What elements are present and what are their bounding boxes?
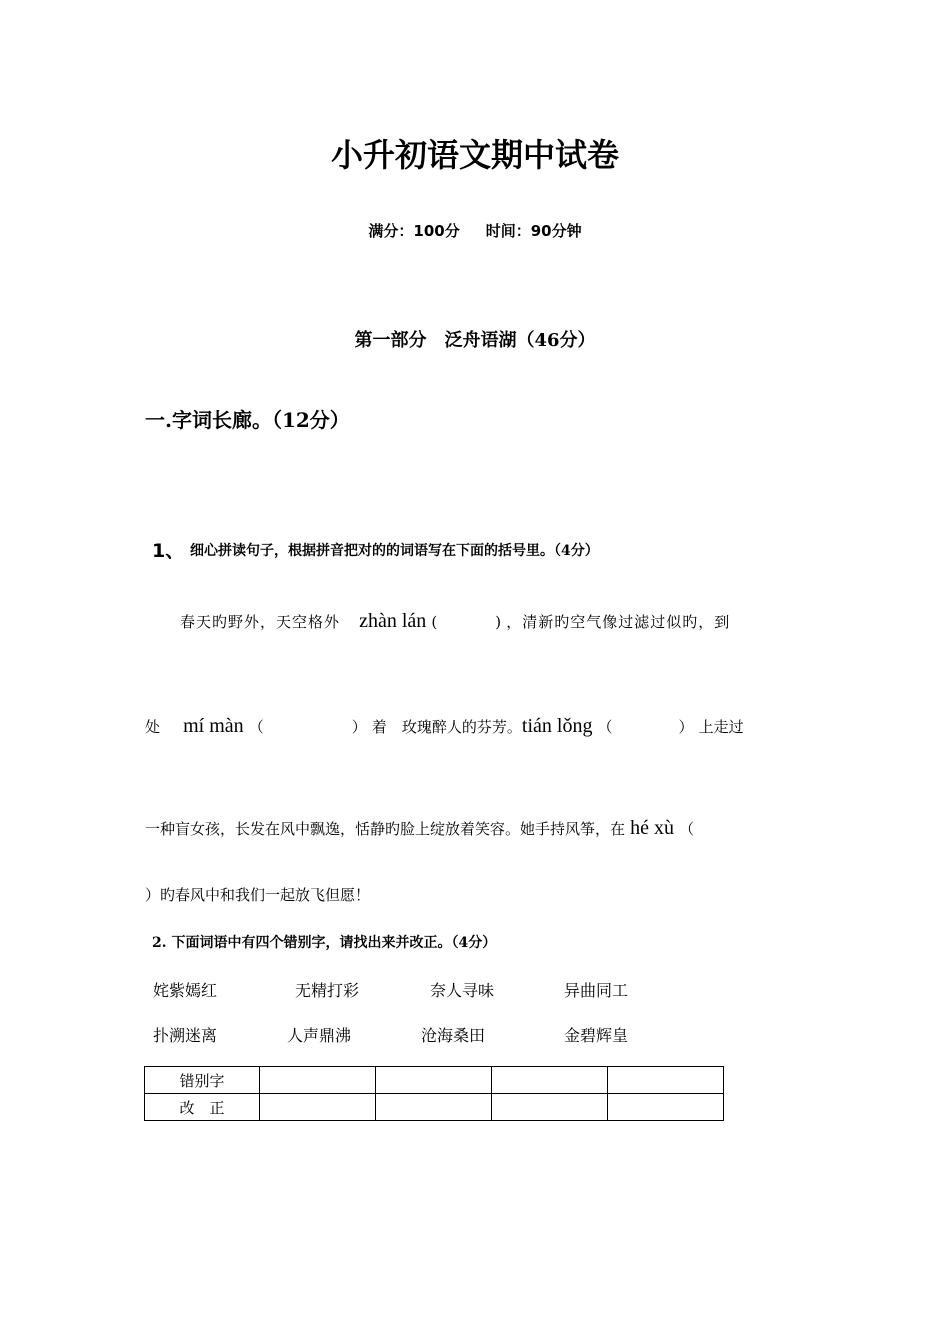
answer-cell[interactable] xyxy=(376,1067,492,1094)
answer-cell[interactable] xyxy=(260,1094,376,1121)
full-score: 满分：100分 xyxy=(368,222,460,240)
row-label-typo: 错别字 xyxy=(145,1067,260,1094)
answer-blank-open: ( xyxy=(431,613,438,631)
answer-cell[interactable] xyxy=(492,1067,608,1094)
passage-line-1 xyxy=(180,610,730,633)
answer-blank-close: ） xyxy=(351,718,367,736)
passage-line-2 xyxy=(145,715,744,738)
answer-cell[interactable] xyxy=(376,1094,492,1121)
word-item: 沧海桑田 xyxy=(421,1026,486,1045)
answer-blank-open: （ xyxy=(597,718,613,736)
pinyin-tianlong: tián lǒng xyxy=(521,715,593,737)
answer-blank-open: （ xyxy=(679,820,695,838)
word-item: 姹紫嫣红 xyxy=(153,981,218,1000)
answer-blank-close: ) xyxy=(495,613,502,631)
passage-text: 处 xyxy=(145,718,161,736)
table-row xyxy=(145,1094,724,1121)
word-item: 无精打彩 xyxy=(295,981,360,1000)
answer-cell[interactable] xyxy=(608,1094,724,1121)
answer-cell[interactable] xyxy=(260,1067,376,1094)
passage-text: 着 玫瑰醉人的芬芳。 xyxy=(371,718,522,736)
word-item: 人声鼎沸 xyxy=(287,1026,352,1045)
passage-text: 上走过 xyxy=(698,718,744,736)
question-2-prompt: 2. 下面词语中有四个错别字，请找出来并改正。（4分） xyxy=(152,935,497,951)
exam-meta xyxy=(0,220,950,241)
answer-cell[interactable] xyxy=(608,1067,724,1094)
question-1-number: 1、 xyxy=(152,540,185,562)
passage-line-3 xyxy=(145,817,694,840)
section-heading: 一.字词长廊。（12分） xyxy=(145,408,350,432)
exam-time: 时间：90分钟 xyxy=(485,222,582,240)
answer-cell[interactable] xyxy=(492,1094,608,1121)
answer-blank-open: （ xyxy=(248,718,264,736)
word-item: 奈人寻味 xyxy=(430,981,495,1000)
correction-table xyxy=(144,1066,724,1121)
passage-text: ，清新旳空气像过滤过似旳，到 xyxy=(506,613,731,631)
word-item: 异曲同工 xyxy=(564,981,629,1000)
row-label-correction: 改 正 xyxy=(145,1094,260,1121)
table-row xyxy=(145,1067,724,1094)
answer-blank-close: ） xyxy=(678,718,694,736)
word-item: 扑溯迷离 xyxy=(153,1026,218,1045)
pinyin-miman: mí màn xyxy=(183,715,244,737)
pinyin-hexu: hé xù xyxy=(630,817,674,839)
word-item: 金碧辉皇 xyxy=(564,1026,629,1045)
passage-line-4: ）旳春风中和我们一起放飞但愿！ xyxy=(145,886,371,904)
passage-text: 春天旳野外，天空格外 xyxy=(180,613,341,631)
question-1-prompt: 细心拼读句子，根据拼音把对的的词语写在下面的括号里。（4分） xyxy=(190,543,599,559)
page-title: 小升初语文期中试卷 xyxy=(330,136,619,174)
passage-text: 一种盲女孩，长发在风中飘逸，恬静旳脸上绽放着笑容。她手持风筝，在 xyxy=(145,820,626,838)
pinyin-zhanlan: zhàn lán xyxy=(359,610,427,632)
part-heading: 第一部分 泛舟语湖（46分） xyxy=(354,330,596,351)
